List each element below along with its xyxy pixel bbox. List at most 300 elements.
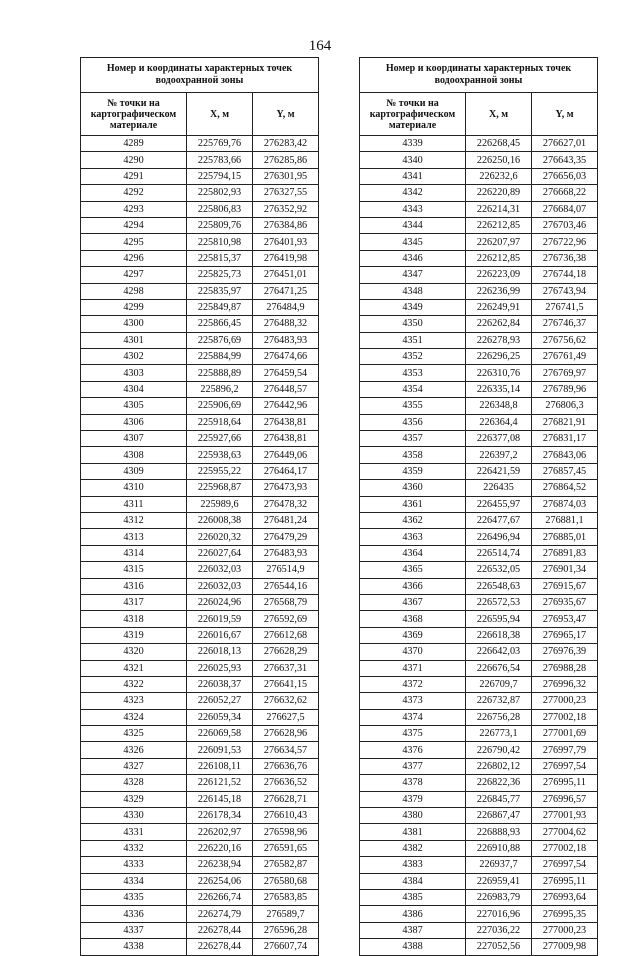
table-row xyxy=(81,250,319,266)
cell-x: 226025,93 xyxy=(187,660,253,676)
cell-x: 226888,93 xyxy=(466,824,532,840)
cell-x: 226676,54 xyxy=(466,660,532,676)
cell-y: 277002,18 xyxy=(532,840,598,856)
cell-point-number: 4372 xyxy=(360,676,466,692)
table-row xyxy=(360,889,598,905)
cell-point-number: 4297 xyxy=(81,267,187,283)
table-row xyxy=(360,742,598,758)
table-row xyxy=(81,332,319,348)
table-row xyxy=(360,447,598,463)
table-row xyxy=(81,726,319,742)
coordinates-table-left xyxy=(80,57,319,956)
cell-y: 276478,32 xyxy=(253,496,319,512)
cell-x: 225938,63 xyxy=(187,447,253,463)
table-row xyxy=(360,529,598,545)
cell-y: 276628,71 xyxy=(253,791,319,807)
cell-y: 276935,67 xyxy=(532,594,598,610)
cell-y: 276761,49 xyxy=(532,349,598,365)
table-row xyxy=(360,873,598,889)
cell-x: 226266,74 xyxy=(187,889,253,905)
cell-point-number: 4382 xyxy=(360,840,466,856)
cell-x: 226212,85 xyxy=(466,250,532,266)
table-row xyxy=(360,578,598,594)
table-row xyxy=(360,791,598,807)
table-row xyxy=(81,512,319,528)
cell-x: 226223,09 xyxy=(466,267,532,283)
cell-y: 276449,06 xyxy=(253,447,319,463)
cell-point-number: 4295 xyxy=(81,234,187,250)
cell-point-number: 4387 xyxy=(360,922,466,938)
cell-y: 276352,92 xyxy=(253,201,319,217)
table-row xyxy=(81,775,319,791)
cell-y: 276997,79 xyxy=(532,742,598,758)
cell-y: 276481,24 xyxy=(253,512,319,528)
table-row xyxy=(360,431,598,447)
cell-x: 227016,96 xyxy=(466,906,532,922)
cell-y: 276637,31 xyxy=(253,660,319,676)
cell-point-number: 4301 xyxy=(81,332,187,348)
cell-y: 276627,01 xyxy=(532,136,598,152)
cell-y: 276997,54 xyxy=(532,857,598,873)
cell-y: 276583,85 xyxy=(253,889,319,905)
cell-y: 276628,29 xyxy=(253,644,319,660)
table-row xyxy=(81,644,319,660)
table-row xyxy=(81,742,319,758)
cell-y: 277009,98 xyxy=(532,939,598,955)
cell-point-number: 4373 xyxy=(360,693,466,709)
cell-y: 276864,52 xyxy=(532,480,598,496)
cell-y: 276736,38 xyxy=(532,250,598,266)
table-row xyxy=(81,381,319,397)
cell-point-number: 4313 xyxy=(81,529,187,545)
cell-x: 226069,58 xyxy=(187,726,253,742)
cell-point-number: 4335 xyxy=(81,889,187,905)
table-row xyxy=(81,365,319,381)
cell-x: 225769,76 xyxy=(187,136,253,152)
table-row xyxy=(360,234,598,250)
cell-point-number: 4328 xyxy=(81,775,187,791)
cell-point-number: 4340 xyxy=(360,152,466,168)
cell-point-number: 4327 xyxy=(81,758,187,774)
cell-point-number: 4318 xyxy=(81,611,187,627)
table-row xyxy=(360,840,598,856)
table-row xyxy=(81,398,319,414)
cell-point-number: 4367 xyxy=(360,594,466,610)
cell-y: 276995,11 xyxy=(532,873,598,889)
cell-x: 225802,93 xyxy=(187,185,253,201)
cell-x: 226548,63 xyxy=(466,578,532,594)
table-row xyxy=(81,529,319,545)
cell-y: 276459,54 xyxy=(253,365,319,381)
table-row xyxy=(81,414,319,430)
table-row xyxy=(360,726,598,742)
cell-x: 226052,27 xyxy=(187,693,253,709)
cell-x: 226732,87 xyxy=(466,693,532,709)
cell-y: 277000,23 xyxy=(532,693,598,709)
table-row xyxy=(81,299,319,315)
table-row xyxy=(81,939,319,955)
cell-x: 226091,53 xyxy=(187,742,253,758)
cell-point-number: 4381 xyxy=(360,824,466,840)
cell-y: 276610,43 xyxy=(253,808,319,824)
cell-point-number: 4385 xyxy=(360,889,466,905)
cell-y: 276438,81 xyxy=(253,414,319,430)
cell-y: 276843,06 xyxy=(532,447,598,463)
cell-point-number: 4351 xyxy=(360,332,466,348)
cell-point-number: 4371 xyxy=(360,660,466,676)
cell-y: 276473,93 xyxy=(253,480,319,496)
cell-x: 226595,94 xyxy=(466,611,532,627)
cell-y: 276741,5 xyxy=(532,299,598,315)
cell-x: 225810,98 xyxy=(187,234,253,250)
cell-x: 226455,97 xyxy=(466,496,532,512)
cell-y: 276891,83 xyxy=(532,545,598,561)
cell-point-number: 4374 xyxy=(360,709,466,725)
cell-x: 226038,37 xyxy=(187,676,253,692)
cell-point-number: 4326 xyxy=(81,742,187,758)
cell-x: 226867,47 xyxy=(466,808,532,824)
coordinates-table-right xyxy=(359,57,598,956)
cell-y: 277002,18 xyxy=(532,709,598,725)
cell-x: 226238,94 xyxy=(187,857,253,873)
table-row xyxy=(360,414,598,430)
cell-y: 276965,17 xyxy=(532,627,598,643)
table-row xyxy=(360,283,598,299)
cell-point-number: 4294 xyxy=(81,217,187,233)
table-row xyxy=(360,906,598,922)
cell-point-number: 4305 xyxy=(81,398,187,414)
cell-y: 276636,52 xyxy=(253,775,319,791)
table-row xyxy=(81,627,319,643)
cell-x: 225927,66 xyxy=(187,431,253,447)
cell-x: 226822,36 xyxy=(466,775,532,791)
cell-x: 226027,64 xyxy=(187,545,253,561)
cell-y: 276703,46 xyxy=(532,217,598,233)
page-number: 164 xyxy=(308,38,332,54)
cell-x: 226232,6 xyxy=(466,168,532,184)
cell-point-number: 4350 xyxy=(360,316,466,332)
cell-x: 225968,87 xyxy=(187,480,253,496)
cell-point-number: 4333 xyxy=(81,857,187,873)
cell-y: 276996,57 xyxy=(532,791,598,807)
cell-x: 226220,16 xyxy=(187,840,253,856)
cell-point-number: 4312 xyxy=(81,512,187,528)
table-row xyxy=(360,693,598,709)
cell-y: 276451,01 xyxy=(253,267,319,283)
cell-y: 276327,55 xyxy=(253,185,319,201)
cell-y: 276915,67 xyxy=(532,578,598,594)
cell-x: 226059,34 xyxy=(187,709,253,725)
cell-x: 226145,18 xyxy=(187,791,253,807)
table-row xyxy=(360,939,598,955)
cell-x: 225876,69 xyxy=(187,332,253,348)
cell-point-number: 4299 xyxy=(81,299,187,315)
table-row xyxy=(81,431,319,447)
cell-x: 226756,28 xyxy=(466,709,532,725)
table-row xyxy=(81,234,319,250)
cell-y: 276544,16 xyxy=(253,578,319,594)
cell-point-number: 4322 xyxy=(81,676,187,692)
cell-y: 276874,03 xyxy=(532,496,598,512)
cell-point-number: 4377 xyxy=(360,758,466,774)
cell-y: 276789,96 xyxy=(532,381,598,397)
cell-y: 276438,81 xyxy=(253,431,319,447)
cell-x: 226016,67 xyxy=(187,627,253,643)
cell-y: 277000,23 xyxy=(532,922,598,938)
cell-point-number: 4329 xyxy=(81,791,187,807)
cell-x: 225884,99 xyxy=(187,349,253,365)
cell-x: 226532,05 xyxy=(466,562,532,578)
table-row xyxy=(360,676,598,692)
table-row xyxy=(360,594,598,610)
table-row xyxy=(360,545,598,561)
cell-x: 226983,79 xyxy=(466,889,532,905)
table-row xyxy=(360,512,598,528)
cell-point-number: 4355 xyxy=(360,398,466,414)
table-row xyxy=(81,906,319,922)
cell-y: 276996,32 xyxy=(532,676,598,692)
cell-x: 227052,56 xyxy=(466,939,532,955)
cell-point-number: 4366 xyxy=(360,578,466,594)
cell-point-number: 4311 xyxy=(81,496,187,512)
cell-point-number: 4320 xyxy=(81,644,187,660)
cell-x: 226262,84 xyxy=(466,316,532,332)
table-row xyxy=(81,447,319,463)
table-row xyxy=(360,660,598,676)
cell-x: 225809,76 xyxy=(187,217,253,233)
table-row xyxy=(81,201,319,217)
table-row xyxy=(360,168,598,184)
table-row xyxy=(81,840,319,856)
cell-point-number: 4358 xyxy=(360,447,466,463)
cell-x: 225918,64 xyxy=(187,414,253,430)
table-row xyxy=(81,709,319,725)
cell-point-number: 4384 xyxy=(360,873,466,889)
cell-x: 226642,03 xyxy=(466,644,532,660)
cell-point-number: 4337 xyxy=(81,922,187,938)
cell-x: 226364,4 xyxy=(466,414,532,430)
cell-x: 226709,7 xyxy=(466,676,532,692)
cell-x: 226024,96 xyxy=(187,594,253,610)
cell-y: 276448,57 xyxy=(253,381,319,397)
cell-y: 276806,3 xyxy=(532,398,598,414)
cell-point-number: 4332 xyxy=(81,840,187,856)
cell-y: 276656,03 xyxy=(532,168,598,184)
cell-x: 226435 xyxy=(466,480,532,496)
cell-x: 226397,2 xyxy=(466,447,532,463)
cell-x: 226018,13 xyxy=(187,644,253,660)
table-row xyxy=(81,349,319,365)
cell-x: 226773,1 xyxy=(466,726,532,742)
cell-y: 276592,69 xyxy=(253,611,319,627)
cell-x: 226335,14 xyxy=(466,381,532,397)
cell-y: 276479,29 xyxy=(253,529,319,545)
cell-point-number: 4314 xyxy=(81,545,187,561)
cell-y: 277001,93 xyxy=(532,808,598,824)
cell-x: 225866,45 xyxy=(187,316,253,332)
cell-point-number: 4291 xyxy=(81,168,187,184)
cell-point-number: 4296 xyxy=(81,250,187,266)
table-row xyxy=(81,824,319,840)
column-header-x: X, м xyxy=(466,93,532,136)
cell-y: 276474,66 xyxy=(253,349,319,365)
cell-point-number: 4378 xyxy=(360,775,466,791)
cell-y: 276769,97 xyxy=(532,365,598,381)
cell-y: 276722,96 xyxy=(532,234,598,250)
table-title: Номер и координаты характерных точек водоохранной зоны xyxy=(81,58,319,93)
cell-x: 225794,15 xyxy=(187,168,253,184)
table-row xyxy=(81,152,319,168)
cell-y: 276471,25 xyxy=(253,283,319,299)
cell-y: 276976,39 xyxy=(532,644,598,660)
cell-point-number: 4317 xyxy=(81,594,187,610)
table-row xyxy=(360,267,598,283)
cell-y: 276488,32 xyxy=(253,316,319,332)
cell-x: 226910,88 xyxy=(466,840,532,856)
cell-x: 226019,59 xyxy=(187,611,253,627)
cell-point-number: 4354 xyxy=(360,381,466,397)
cell-point-number: 4319 xyxy=(81,627,187,643)
cell-x: 225849,87 xyxy=(187,299,253,315)
cell-y: 277004,62 xyxy=(532,824,598,840)
cell-x: 225906,69 xyxy=(187,398,253,414)
table-row xyxy=(360,136,598,152)
cell-point-number: 4362 xyxy=(360,512,466,528)
cell-point-number: 4360 xyxy=(360,480,466,496)
cell-point-number: 4386 xyxy=(360,906,466,922)
table-row xyxy=(81,136,319,152)
cell-y: 276995,35 xyxy=(532,906,598,922)
cell-y: 276514,9 xyxy=(253,562,319,578)
column-header-point-number: № точки на картографическом материале xyxy=(81,93,187,136)
cell-point-number: 4310 xyxy=(81,480,187,496)
cell-x: 226178,34 xyxy=(187,808,253,824)
cell-point-number: 4338 xyxy=(81,939,187,955)
cell-x: 226377,08 xyxy=(466,431,532,447)
cell-point-number: 4346 xyxy=(360,250,466,266)
cell-y: 276821,91 xyxy=(532,414,598,430)
cell-y: 276612,68 xyxy=(253,627,319,643)
cell-point-number: 4357 xyxy=(360,431,466,447)
table-row xyxy=(360,758,598,774)
cell-x: 226618,38 xyxy=(466,627,532,643)
cell-point-number: 4331 xyxy=(81,824,187,840)
cell-point-number: 4303 xyxy=(81,365,187,381)
cell-x: 226845,77 xyxy=(466,791,532,807)
table-row xyxy=(81,283,319,299)
cell-y: 276901,34 xyxy=(532,562,598,578)
cell-x: 225806,83 xyxy=(187,201,253,217)
cell-point-number: 4330 xyxy=(81,808,187,824)
cell-x: 226790,42 xyxy=(466,742,532,758)
cell-x: 226802,12 xyxy=(466,758,532,774)
cell-point-number: 4302 xyxy=(81,349,187,365)
cell-y: 276684,07 xyxy=(532,201,598,217)
table-row xyxy=(81,217,319,233)
table-row xyxy=(81,660,319,676)
cell-x: 225989,6 xyxy=(187,496,253,512)
cell-y: 276582,87 xyxy=(253,857,319,873)
table-row xyxy=(360,824,598,840)
cell-y: 276831,17 xyxy=(532,431,598,447)
cell-x: 226421,59 xyxy=(466,463,532,479)
cell-point-number: 4345 xyxy=(360,234,466,250)
cell-x: 226278,44 xyxy=(187,939,253,955)
table-row xyxy=(81,594,319,610)
table-row xyxy=(360,381,598,397)
cell-point-number: 4352 xyxy=(360,349,466,365)
cell-y: 276591,65 xyxy=(253,840,319,856)
table-row xyxy=(81,857,319,873)
table-row xyxy=(360,709,598,725)
cell-y: 276442,96 xyxy=(253,398,319,414)
cell-x: 226496,94 xyxy=(466,529,532,545)
cell-x: 226214,31 xyxy=(466,201,532,217)
cell-point-number: 4380 xyxy=(360,808,466,824)
cell-point-number: 4325 xyxy=(81,726,187,742)
table-row xyxy=(81,496,319,512)
table-title: Номер и координаты характерных точек водоохранной зоны xyxy=(360,58,598,93)
table-row xyxy=(360,201,598,217)
table-row xyxy=(360,398,598,414)
cell-x: 225955,22 xyxy=(187,463,253,479)
cell-point-number: 4375 xyxy=(360,726,466,742)
cell-y: 276384,86 xyxy=(253,217,319,233)
cell-point-number: 4308 xyxy=(81,447,187,463)
table-row xyxy=(360,627,598,643)
table-row xyxy=(360,480,598,496)
cell-y: 276995,11 xyxy=(532,775,598,791)
table-row xyxy=(360,496,598,512)
cell-point-number: 4298 xyxy=(81,283,187,299)
cell-x: 225815,37 xyxy=(187,250,253,266)
cell-x: 226278,44 xyxy=(187,922,253,938)
cell-point-number: 4321 xyxy=(81,660,187,676)
cell-point-number: 4339 xyxy=(360,136,466,152)
cell-point-number: 4365 xyxy=(360,562,466,578)
cell-x: 226278,93 xyxy=(466,332,532,348)
table-row xyxy=(81,611,319,627)
table-row xyxy=(360,562,598,578)
cell-y: 276598,96 xyxy=(253,824,319,840)
column-header-x: X, м xyxy=(187,93,253,136)
cell-y: 276885,01 xyxy=(532,529,598,545)
table-row xyxy=(81,889,319,905)
cell-y: 276997,54 xyxy=(532,758,598,774)
cell-y: 276643,35 xyxy=(532,152,598,168)
cell-x: 226937,7 xyxy=(466,857,532,873)
cell-y: 276580,68 xyxy=(253,873,319,889)
cell-point-number: 4336 xyxy=(81,906,187,922)
table-row xyxy=(81,185,319,201)
cell-x: 226202,97 xyxy=(187,824,253,840)
table-row xyxy=(81,791,319,807)
table-row xyxy=(81,463,319,479)
cell-point-number: 4356 xyxy=(360,414,466,430)
cell-x: 226249,91 xyxy=(466,299,532,315)
table-row xyxy=(81,480,319,496)
table-row xyxy=(81,562,319,578)
cell-x: 226032,03 xyxy=(187,578,253,594)
cell-x: 226254,06 xyxy=(187,873,253,889)
cell-x: 226020,32 xyxy=(187,529,253,545)
cell-y: 276464,17 xyxy=(253,463,319,479)
cell-point-number: 4364 xyxy=(360,545,466,561)
table-body xyxy=(360,136,598,956)
cell-y: 276636,76 xyxy=(253,758,319,774)
cell-x: 227036,22 xyxy=(466,922,532,938)
cell-x: 226514,74 xyxy=(466,545,532,561)
